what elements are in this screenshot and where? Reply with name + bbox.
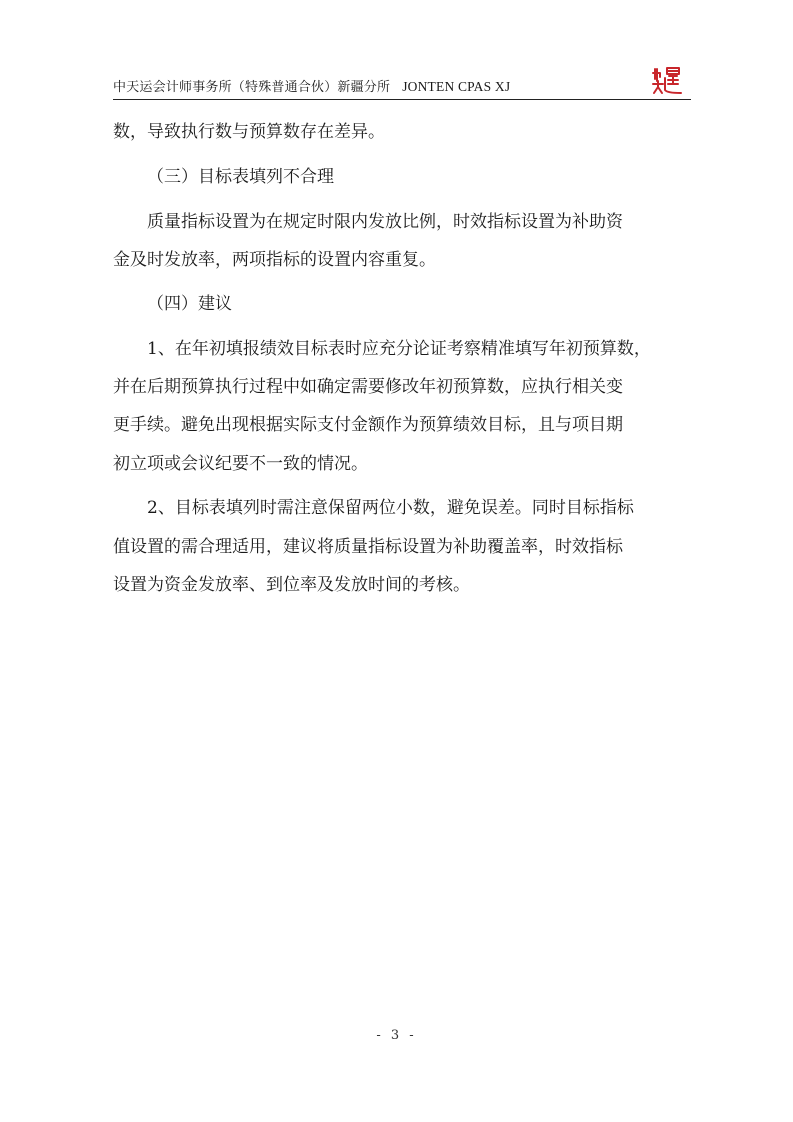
paragraph-line: 数，导致执行数与预算数存在差异。 <box>113 122 385 142</box>
paragraph-line: 金及时发放率，两项指标的设置内容重复。 <box>113 250 436 270</box>
paragraph-line: 更手续。避免出现根据实际支付金额作为预算绩效目标，且与项目期 <box>113 415 623 435</box>
paragraph-line: 初立项或会议纪要不一致的情况。 <box>113 454 368 474</box>
header-firm-name-cn: 中天运会计师事务所（特殊普通合伙）新疆分所 <box>113 80 391 95</box>
paragraph-line: 质量指标设置为在规定时限内发放比例，时效指标设置为补助资 <box>147 212 623 232</box>
paragraph-line: 2、目标表填列时需注意保留两位小数，避免误差。同时目标指标 <box>147 498 634 518</box>
page-number: - 3 - <box>376 1028 417 1043</box>
paragraph-line: 1、在年初填报绩效目标表时应充分论证考察精准填写年初预算数， <box>147 339 651 359</box>
section-heading-three: （三）目标表填列不合理 <box>147 167 334 187</box>
section-heading-four: （四）建议 <box>147 294 232 314</box>
header-firm-name <box>113 76 510 95</box>
header-divider <box>113 99 691 100</box>
paragraph-line: 并在后期预算执行过程中如确定需要修改年初预算数，应执行相关变 <box>113 377 623 397</box>
page-header <box>113 74 683 100</box>
header-firm-name-en: JONTEN CPAS XJ <box>402 79 511 94</box>
paragraph-line: 设置为资金发放率、到位率及发放时间的考核。 <box>113 575 470 595</box>
firm-logo-seal <box>651 64 683 96</box>
paragraph-line: 值设置的需合理适用，建议将质量指标设置为补助覆盖率，时效指标 <box>113 537 623 557</box>
